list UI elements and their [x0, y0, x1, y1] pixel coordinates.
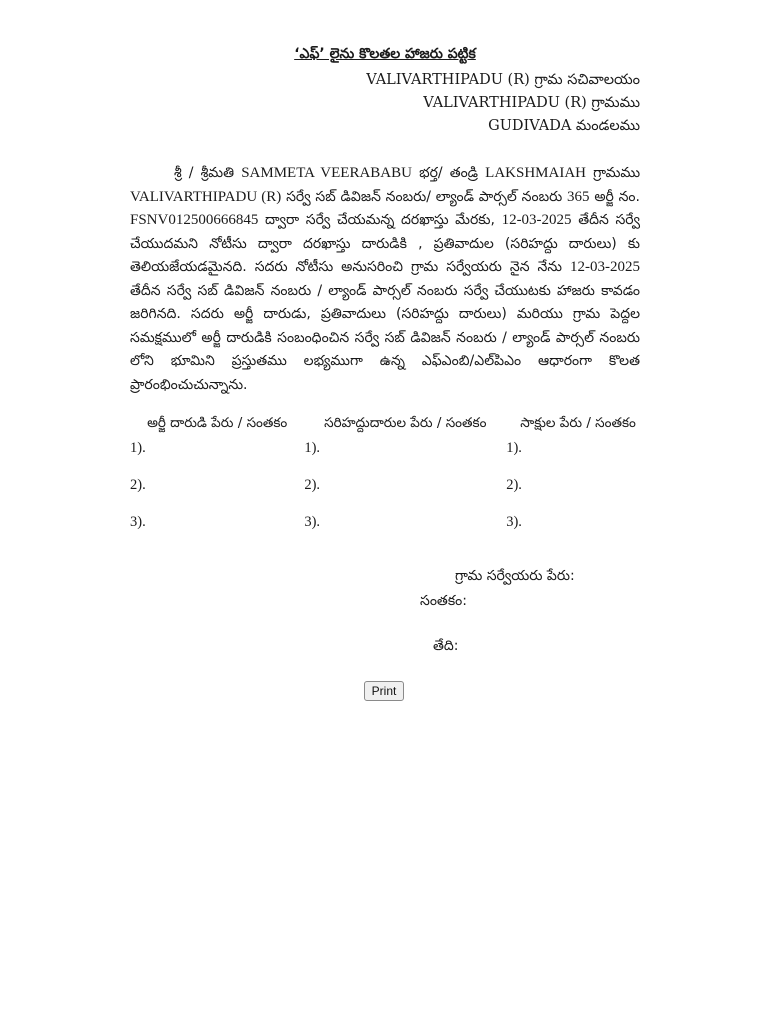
signature-table-header — [130, 411, 650, 440]
surveyor-signature-label: సంతకం: — [420, 593, 467, 609]
address-block — [130, 69, 640, 138]
surveyor-name-label: గ్రామ సర్వేయరు పేరు: — [455, 568, 575, 584]
table-cell: 2). — [304, 477, 321, 493]
table-cell: 1). — [506, 440, 522, 456]
table-cell: 3). — [506, 514, 522, 530]
document-page — [130, 40, 640, 551]
applicant-name: SAMMETA VEERABABU — [241, 165, 412, 181]
surveyor-date-label: తేది: — [433, 638, 459, 654]
signature-table — [130, 411, 650, 551]
address-line-secretariat: VALIVARTHIPADU (R) గ్రామ సచివాలయం — [366, 72, 640, 88]
relation-label: భర్త/ తండ్రి — [419, 165, 479, 181]
notice-paragraph — [130, 162, 640, 397]
table-cell: 2). — [506, 477, 522, 493]
survey-label: సర్వే సబ్ డివిజన్ నంబరు/ ల్యాండ్ పార్సల్ నంబరు — [286, 188, 563, 205]
application-label: అర్జీ నం. — [594, 188, 640, 205]
table-row — [130, 514, 650, 551]
father-name: LAKSHMAIAH — [485, 165, 586, 181]
document-title: ‘ఎఫ్’ లైను కొలతల హాజరు పట్టిక — [294, 46, 476, 62]
village-name: VALIVARTHIPADU (R) — [130, 188, 282, 205]
header-neighbours: సరిహద్దుదారుల పేరు / సంతకం — [324, 415, 487, 431]
table-cell: 2). — [130, 477, 146, 493]
address-line-village: VALIVARTHIPADU (R) గ్రామము — [423, 95, 640, 111]
notice-text-2: తేదీన సర్వే చేయుదమని నోటీసు ద్వారా దరఖాస్తు దారుడికి , ప్రతివాదుల (సరిహద్దు దారులు) కు తెలియజేయడమైనది. సదరు నోటీసు అనుసరించి గ్రామ సర్వేయరు నైన నేను — [130, 212, 641, 275]
survey-number: 365 — [567, 188, 590, 205]
table-cell: 1). — [130, 440, 146, 456]
application-number: FSNV012500666845 — [130, 212, 259, 228]
table-cell: 3). — [304, 514, 321, 530]
village-label: గ్రామము — [593, 165, 641, 181]
notice-text-1: ద్వారా సర్వే చేయమన్న దరఖాస్తు మేరకు, — [265, 212, 495, 228]
salutation: శ్రీ / శ్రీమతి — [174, 165, 235, 181]
notice-text-3: తేదీన సర్వే సబ్ డివిజన్ నంబరు / ల్యాండ్ పార్సల్ నంబరు సర్వే చేయుటకు హాజరు కావడం జరిగినది. సదరు అర్జీ దారుడు, ప్రతివాదులు (సరిహద్దు దారులు) మరియు గ్రామ పెద్దల సమక్షములో అర్జీ దారుడికి సంబంధించిన సర్వే సబ్ డివిజన్ నంబరు / ల్యాండ్ పార్సల్ నంబరు లోని భూమిని ప్రస్తుతము లభ్యముగా ఉన్న ఎఫ్ఎంబి/ఎల్‌పిఎం ఆధారంగా కొలత ప్రారంభించుచున్నాను. — [130, 282, 640, 393]
header-applicant: అర్జీ దారుడి పేరు / సంతకం — [147, 415, 288, 431]
header-witnesses: సాక్షుల పేరు / సంతకం — [520, 415, 636, 431]
table-cell: 1). — [304, 440, 321, 456]
print-button[interactable]: Print — [364, 681, 404, 701]
table-row — [130, 440, 650, 477]
address-line-mandal: GUDIVADA మండలము — [488, 118, 640, 134]
survey-date: 12-03-2025 — [570, 259, 640, 275]
table-row — [130, 477, 650, 514]
table-cell: 3). — [130, 514, 146, 530]
notice-date: 12-03-2025 — [501, 212, 572, 228]
